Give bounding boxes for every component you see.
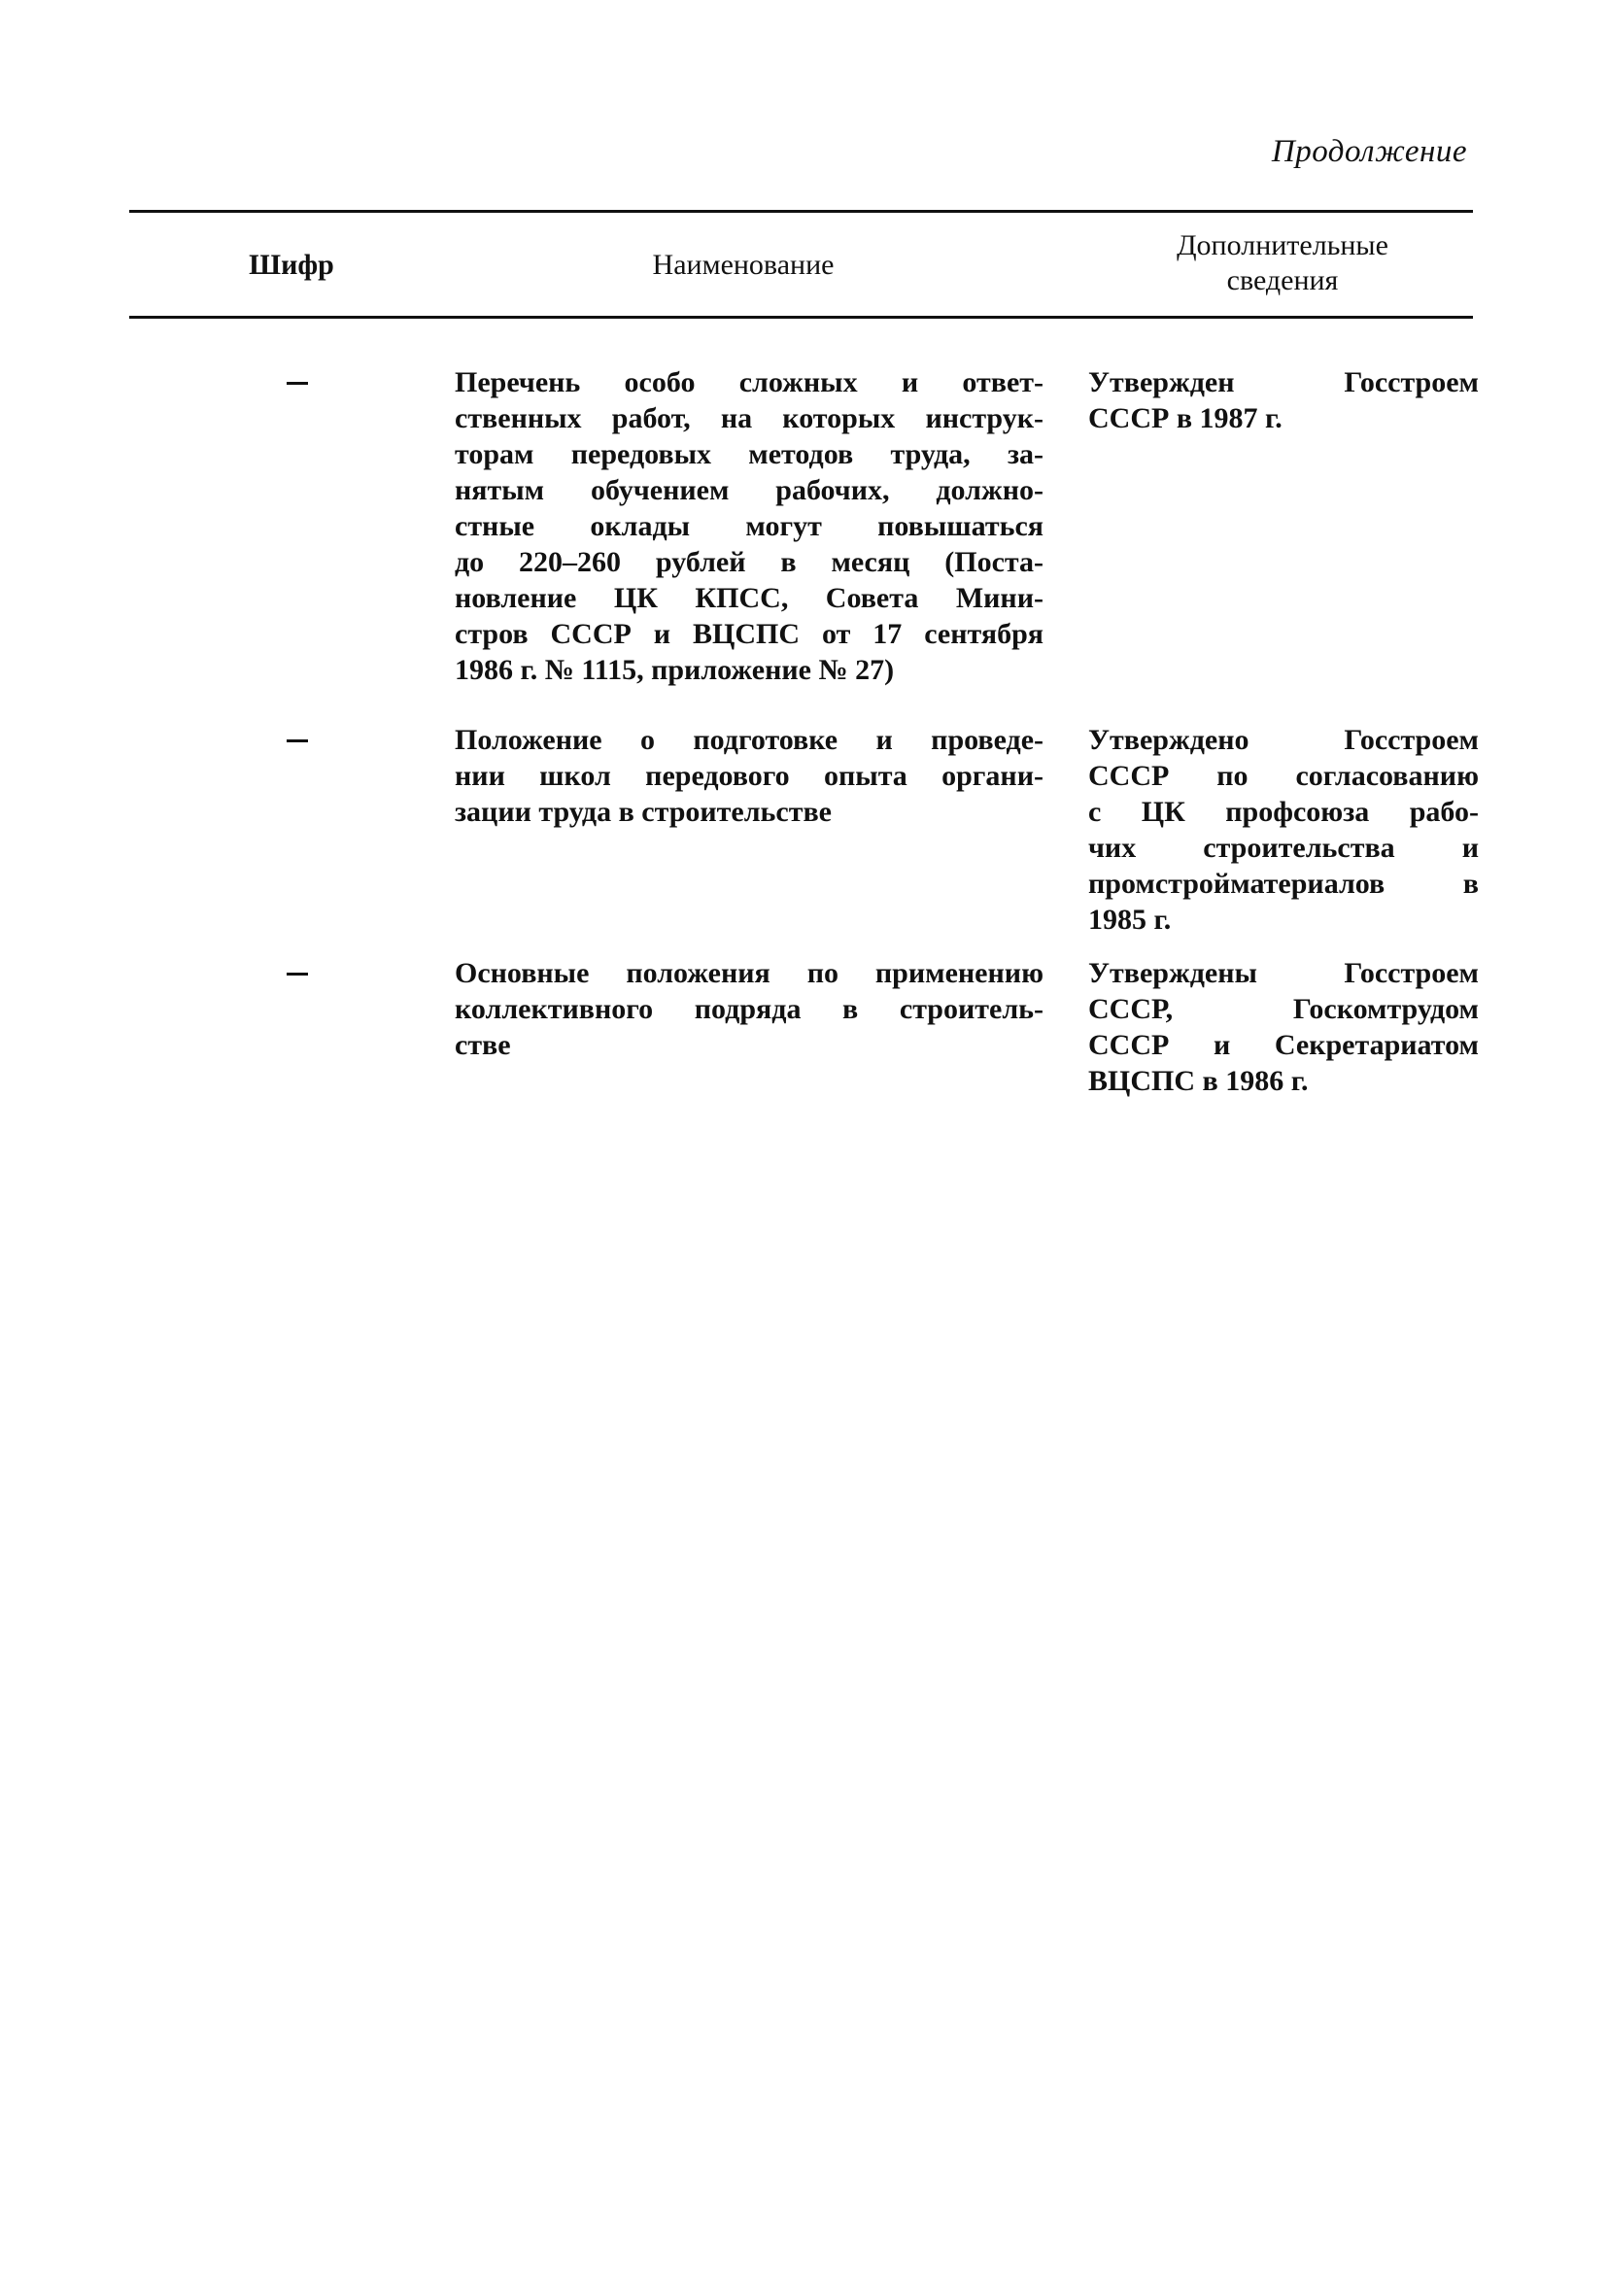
header-additional-info-line1: Дополнительные <box>1177 229 1388 261</box>
row-info-line: СССР по согласованию <box>1088 760 1479 792</box>
row-name-cell <box>455 955 1043 1063</box>
row-name-line: Основные положения по применению <box>455 957 1043 989</box>
row-info-line: Утверждено Госстроем <box>1088 724 1479 756</box>
row-name-line: ственных работ, на которых инструк- <box>455 402 1043 434</box>
header-additional-info <box>1098 228 1467 298</box>
header-code: Шифр <box>249 249 334 281</box>
row-name-line: нии школ передового опыта органи- <box>455 760 1043 792</box>
row-name-line: зации труда в строительстве <box>455 796 832 828</box>
row-name-line: новление ЦК КПСС, Совета Мини- <box>455 582 1043 614</box>
row-name-line: торам передовых методов труда, за- <box>455 438 1043 470</box>
code-dash <box>287 973 308 976</box>
row-info-cell <box>1088 364 1479 436</box>
row-name-line: нятым обучением рабочих, должно- <box>455 474 1043 506</box>
row-name-line: стные оклады могут повышаться <box>455 510 1043 542</box>
row-info-line: Утвержден Госстроем <box>1088 366 1479 398</box>
row-info-line: промстройматериалов в <box>1088 868 1479 900</box>
row-info-line: СССР и Секретариатом <box>1088 1029 1479 1061</box>
row-info-cell <box>1088 722 1479 938</box>
row-name-line: Положение о подготовке и проведе- <box>455 724 1043 756</box>
row-info-line: чих строительства и <box>1088 832 1479 864</box>
table-header-rule <box>129 316 1473 319</box>
table-top-rule <box>129 210 1473 213</box>
code-dash <box>287 382 308 385</box>
continuation-label: Продолжение <box>1271 134 1467 169</box>
header-name: Наименование <box>652 249 835 281</box>
row-name-line: стве <box>455 1029 511 1061</box>
row-name-line: коллективного подряда в строитель- <box>455 993 1043 1025</box>
header-additional-info-line2: сведения <box>1226 264 1339 296</box>
row-info-line: СССР, Госкомтрудом <box>1088 993 1479 1025</box>
row-info-line: 1985 г. <box>1088 904 1172 936</box>
row-name-line: до 220–260 рублей в месяц (Поста- <box>455 546 1043 578</box>
row-name-cell <box>455 722 1043 830</box>
row-info-line: СССР в 1987 г. <box>1088 402 1283 434</box>
row-info-line: с ЦК профсоюза рабо- <box>1088 796 1479 828</box>
row-name-line: Перечень особо сложных и ответ- <box>455 366 1043 398</box>
row-name-line: 1986 г. № 1115, приложение № 27) <box>455 654 895 686</box>
row-info-line: Утверждены Госстроем <box>1088 957 1479 989</box>
row-name-line: стров СССР и ВЦСПС от 17 сентября <box>455 618 1043 650</box>
row-info-line: ВЦСПС в 1986 г. <box>1088 1065 1309 1097</box>
row-info-cell <box>1088 955 1479 1099</box>
row-name-cell <box>455 364 1043 688</box>
code-dash <box>287 739 308 742</box>
